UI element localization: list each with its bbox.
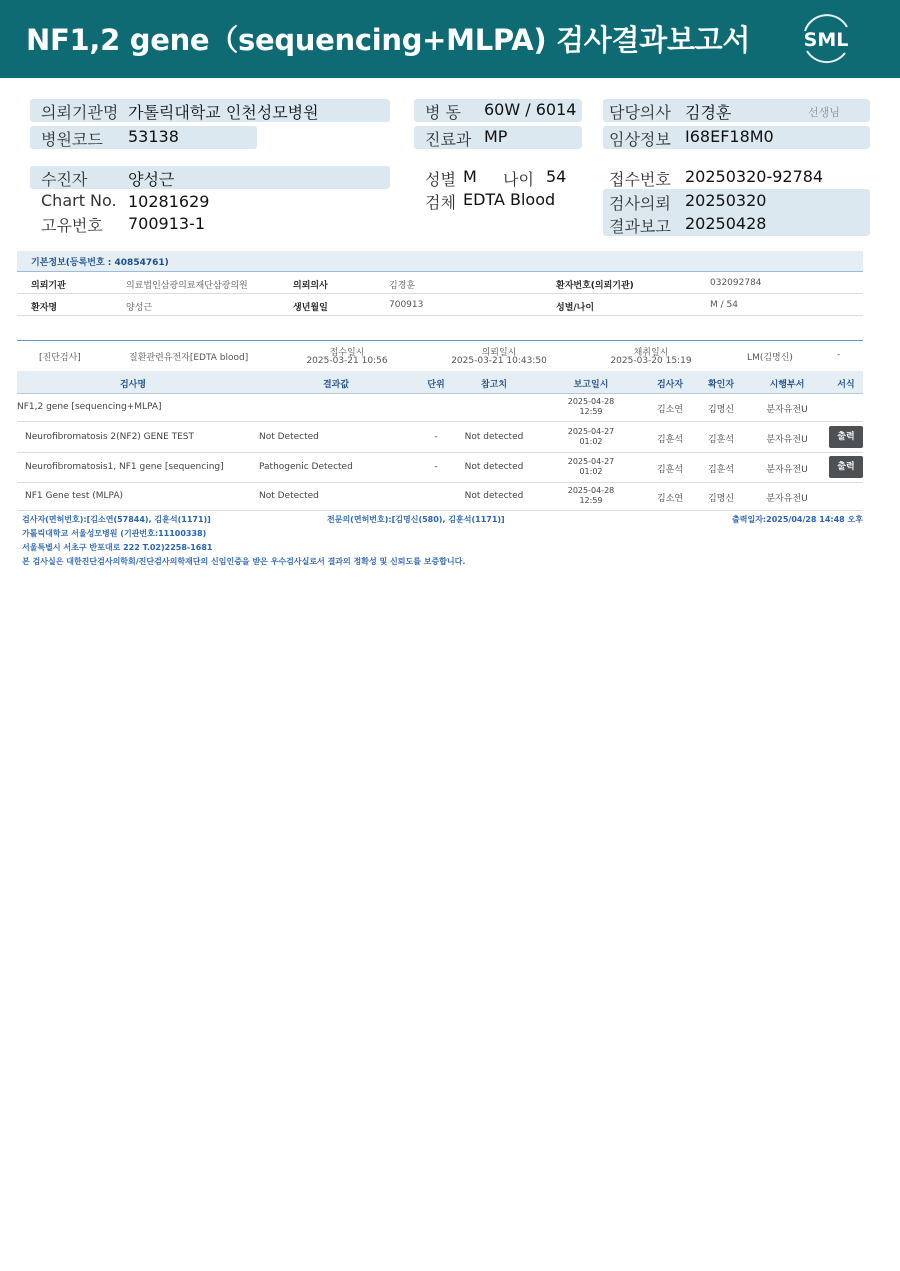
bi-birth-value: 700913 [389, 300, 424, 310]
diag-received-label: 접수일시 [329, 348, 365, 358]
unique-value: 700913-1 [128, 214, 206, 233]
th-test-name: 검사명 [119, 380, 147, 390]
age-label: 나이 [503, 170, 534, 189]
row-unit: - [434, 432, 438, 442]
footer-print-date: 출력일자:2025/04/28 14:48 오후 [732, 515, 863, 524]
footer-certification: 본 검사실은 대한진단검사의학회/진단검사의학재단의 신임인증을 받은 우수검사실로서 결과의 정확성 및 신뢰도를 보증합니다. [22, 557, 466, 566]
row-dept: 분자유전U [766, 465, 808, 475]
diag-collected-value: 2025-03-20 15:19 [610, 356, 692, 366]
row-tester: 김소연 [656, 494, 684, 504]
th-confirmer: 확인자 [707, 380, 735, 390]
bi-institution-label: 의뢰기관 [31, 281, 66, 291]
reception-value: 20250320-92784 [685, 167, 824, 186]
th-dept: 시행부서 [769, 380, 805, 390]
bi-sexage-label: 성별/나이 [556, 303, 595, 313]
row-confirmer: 김훈석 [707, 465, 735, 475]
row-confirmer: 김훈석 [707, 435, 735, 445]
chart-value: 10281629 [128, 192, 210, 211]
th-report-date: 보고일시 [573, 380, 609, 390]
th-form: 서식 [837, 380, 855, 390]
bi-sexage-value: M / 54 [710, 300, 738, 310]
row-tester: 김소연 [656, 405, 684, 415]
row-test-name: NF1,2 gene [sequencing+MLPA] [17, 402, 162, 412]
diag-requested-value: 2025-03-21 10:43:50 [451, 356, 547, 366]
diag-requested-label: 의뢰일시 [481, 348, 517, 358]
unique-label: 고유번호 [41, 216, 103, 235]
sex-value: M [463, 167, 477, 186]
sml-logo [795, 11, 857, 65]
row-report-time: 12:59 [579, 407, 603, 416]
bi-patient-no-value: 032092784 [710, 278, 762, 288]
footer-testers: 검사자(면허번호):[김소연(57844), 김훈석(1171)] [22, 515, 211, 524]
row-test-name: NF1 Gene test (MLPA) [25, 491, 124, 501]
footer-hospital: 가톨릭대학교 서울성모병원 (기관번호:11100338) [22, 529, 207, 538]
doctor-label: 담당의사 [609, 103, 671, 122]
basic-info-title [17, 251, 863, 272]
specimen-label: 검체 [425, 193, 456, 212]
doctor-suffix: 선생님 [808, 106, 840, 119]
diag-confirmer: LM(김명신) [747, 353, 793, 363]
report-header [0, 0, 900, 78]
clinical-label: 임상정보 [609, 130, 671, 149]
dept-value: MP [484, 127, 508, 146]
table-row [17, 453, 863, 483]
print-button[interactable]: 출력 [829, 456, 863, 478]
table-row [17, 394, 863, 422]
row-report-time: 01:02 [579, 467, 603, 476]
diag-collected-label: 채취일시 [633, 348, 669, 358]
basic-info-row-1 [17, 272, 863, 294]
bi-institution-value: 의료법인삼광의료재단삼광의원 [126, 281, 248, 291]
report-value: 20250428 [685, 214, 767, 233]
row-dept: 분자유전U [766, 435, 808, 445]
logo-text: SML [803, 29, 849, 51]
row-reference: Not detected [464, 432, 524, 442]
row-report-date: 2025-04-27 [567, 427, 615, 436]
report-label: 결과보고 [609, 217, 671, 236]
row-dept: 분자유전U [766, 494, 808, 504]
row-confirmer: 김명신 [707, 405, 735, 415]
footer-specialists: 전문의(면허번호):[김명신(580), 김훈석(1171)] [327, 515, 505, 524]
row-tester: 김훈석 [656, 435, 684, 445]
clinical-value: I68EF18M0 [685, 127, 774, 146]
diag-category: [진단검사] [39, 353, 81, 363]
bi-doctor-label: 의뢰의사 [293, 281, 328, 291]
patient-label: 수진자 [41, 170, 88, 189]
row-reference: Not detected [464, 491, 524, 501]
doctor-value: 김경훈 [685, 103, 732, 122]
footer-address: 서울특별시 서초구 반포대로 222 T.02)2258-1681 [22, 543, 213, 552]
row-report-date: 2025-04-28 [567, 486, 615, 495]
request-label: 검사의뢰 [609, 194, 671, 213]
report-title: NF1,2 gene（sequencing+MLPA) 검사결과보고서 [26, 23, 751, 57]
chart-label: Chart No. [41, 191, 117, 210]
bi-name-label: 환자명 [31, 303, 58, 313]
results-table-header [17, 371, 863, 394]
dept-label: 진료과 [425, 130, 472, 149]
specimen-value: EDTA Blood [463, 190, 556, 209]
patient-value: 양성근 [128, 170, 175, 189]
diag-received-value: 2025-03-21 10:56 [306, 356, 388, 366]
row-result: Not Detected [259, 432, 319, 442]
table-row [17, 483, 863, 511]
row-report-time: 12:59 [579, 496, 603, 505]
th-reference: 참고치 [480, 380, 508, 390]
hospital-code-value: 53138 [128, 127, 179, 146]
diag-test-group: 질환관련유전자[EDTA blood] [129, 353, 249, 363]
row-reference: Not detected [464, 462, 524, 472]
row-dept: 분자유전U [766, 405, 808, 415]
diag-dash: - [837, 350, 841, 360]
institution-value: 가톨릭대학교 인천성모병원 [128, 103, 319, 122]
th-unit: 단위 [427, 380, 445, 390]
row-tester: 김훈석 [656, 465, 684, 475]
institution-label: 의뢰기관명 [41, 103, 119, 122]
th-tester: 검사자 [656, 380, 684, 390]
bi-patient-no-label: 환자번호(의뢰기관) [556, 281, 634, 291]
diagnosis-row [17, 340, 863, 370]
sex-label: 성별 [425, 170, 456, 189]
row-report-date: 2025-04-27 [567, 457, 615, 466]
table-row [17, 422, 863, 453]
ward-value: 60W / 6014 [484, 100, 577, 119]
row-test-name: Neurofibromatosis1, NF1 gene [sequencing] [25, 462, 224, 472]
row-report-date: 2025-04-28 [567, 397, 615, 406]
bi-doctor-value: 김경훈 [389, 281, 416, 291]
row-unit: - [434, 462, 438, 472]
row-test-name: Neurofibromatosis 2(NF2) GENE TEST [25, 432, 195, 442]
bi-birth-label: 생년월일 [293, 303, 328, 313]
row-report-time: 01:02 [579, 437, 603, 446]
hospital-code-label: 병원코드 [41, 130, 103, 149]
age-value: 54 [546, 167, 567, 186]
basic-info-title-text: 기본정보(등록번호 : 40854761) [31, 258, 169, 268]
print-button[interactable]: 출력 [829, 426, 863, 448]
bi-name-value: 양성근 [126, 303, 153, 313]
ward-label: 병 동 [425, 103, 461, 122]
th-result: 결과값 [322, 380, 350, 390]
request-value: 20250320 [685, 191, 767, 210]
basic-info-row-2 [17, 294, 863, 316]
row-result: Not Detected [259, 491, 319, 501]
row-result: Pathogenic Detected [259, 462, 353, 472]
reception-label: 접수번호 [609, 170, 671, 189]
row-confirmer: 김명신 [707, 494, 735, 504]
